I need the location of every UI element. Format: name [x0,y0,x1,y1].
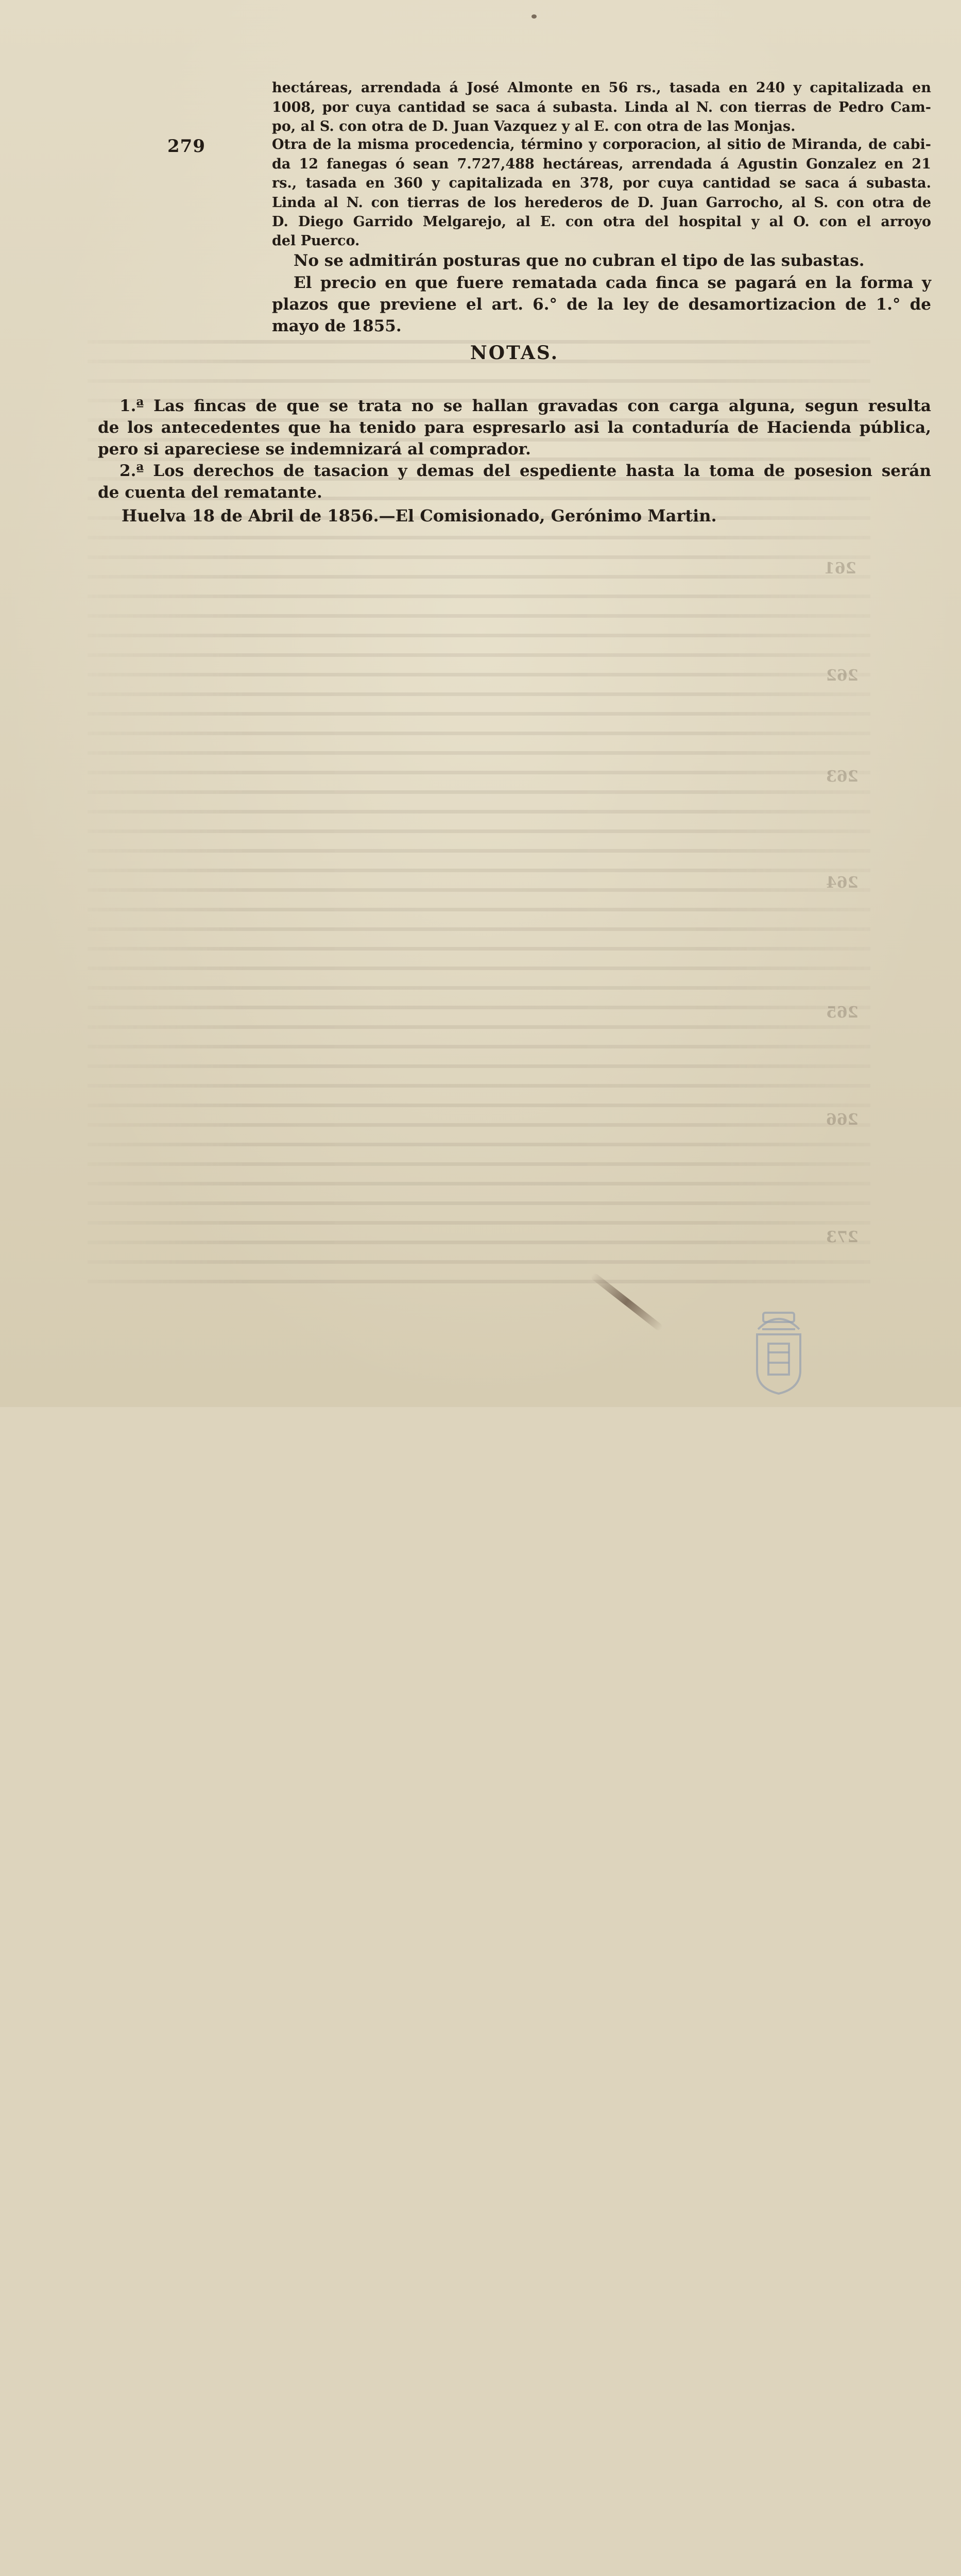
text-line: hectáreas, arrendada á José Almonte en 56 rs., tasada en 240 y capitalizada en [272,80,931,96]
text-line: mayo de 1855. [272,317,402,335]
bleed-through-number: 264 [826,874,859,892]
text-line: No se admitirán posturas que no cubran el tipo de las subastas. [294,251,865,270]
text-line: 1.ª Las fincas de que se trata no se hallan gravadas con carga alguna, segun resulta [119,397,931,415]
text-line: del Puerco. [272,233,360,249]
bleed-through-number: 265 [826,1004,859,1022]
lot-279-description-end [272,231,931,251]
text-line: D. Diego Garrido Melgarejo, al E. con otra del hospital y al O. con el arroyo [272,214,931,230]
text-line: de los antecedentes que ha tenido para espresarlo asi la contaduría de Hacienda pública, [98,418,931,437]
note-2-end [98,482,931,503]
text-line: Otra de la misma procedencia, término y corporacion, al sitio de Miranda, de cabi- [272,137,931,152]
bleed-through-number: 262 [826,667,859,685]
text-line: da 12 fanegas ó sean 7.727,488 hectáreas, arrendada á Agustin Gonzalez en 21 [272,156,931,172]
coat-of-arms-icon [748,1303,810,1396]
bleed-through-number: 261 [824,560,856,578]
bleed-through-number: 273 [826,1228,859,1246]
text-line: rs., tasada en 360 y capitalizada en 378, por cuya cantidad se saca á subasta. [272,175,931,191]
lot-279-description [272,135,931,232]
text-line: El precio en que fuere rematada cada finca se pagará en la forma y [294,274,931,292]
text-line: Linda al N. con tierras de los herederos de D. Juan Garrocho, al S. con otra de [272,194,931,211]
notes-heading: NOTAS. [470,342,559,364]
text-line: de cuenta del rematante. [98,483,322,502]
signature-line: Huelva 18 de Abril de 1856.—El Comisionado, Gerónimo Martin. [122,506,717,526]
note-1-first [119,395,931,417]
lot-continuation-end [272,117,931,137]
note-2-first [119,460,931,482]
bleed-through-number: 263 [826,768,859,786]
condition-precio [272,293,931,316]
lot-continuation [272,78,931,117]
note-1-end [98,438,931,460]
ink-speck [531,14,537,19]
watermark-logo [748,1303,954,1401]
condition-precio-first [294,272,931,294]
condition-precio-end [272,315,931,337]
text-line: po, al S. con otra de D. Juan Vazquez y al E. con otra de las Monjas. [272,118,796,134]
condition-posturas [294,249,931,272]
lot-number: 279 [167,136,205,157]
note-1 [98,417,931,438]
text-line: pero si apareciese se indemnizará al comprador. [98,440,531,459]
text-line: plazos que previene el art. 6.° de la ley de desamortizacion de 1.° de [272,295,931,314]
text-line: 1008, por cuya cantidad se saca á subasta. Linda al N. con tierras de Pedro Cam- [272,99,931,115]
text-line: 2.ª Los derechos de tasacion y demas del espediente hasta la toma de posesion serán [119,462,931,480]
bleed-through-number: 266 [826,1111,859,1129]
